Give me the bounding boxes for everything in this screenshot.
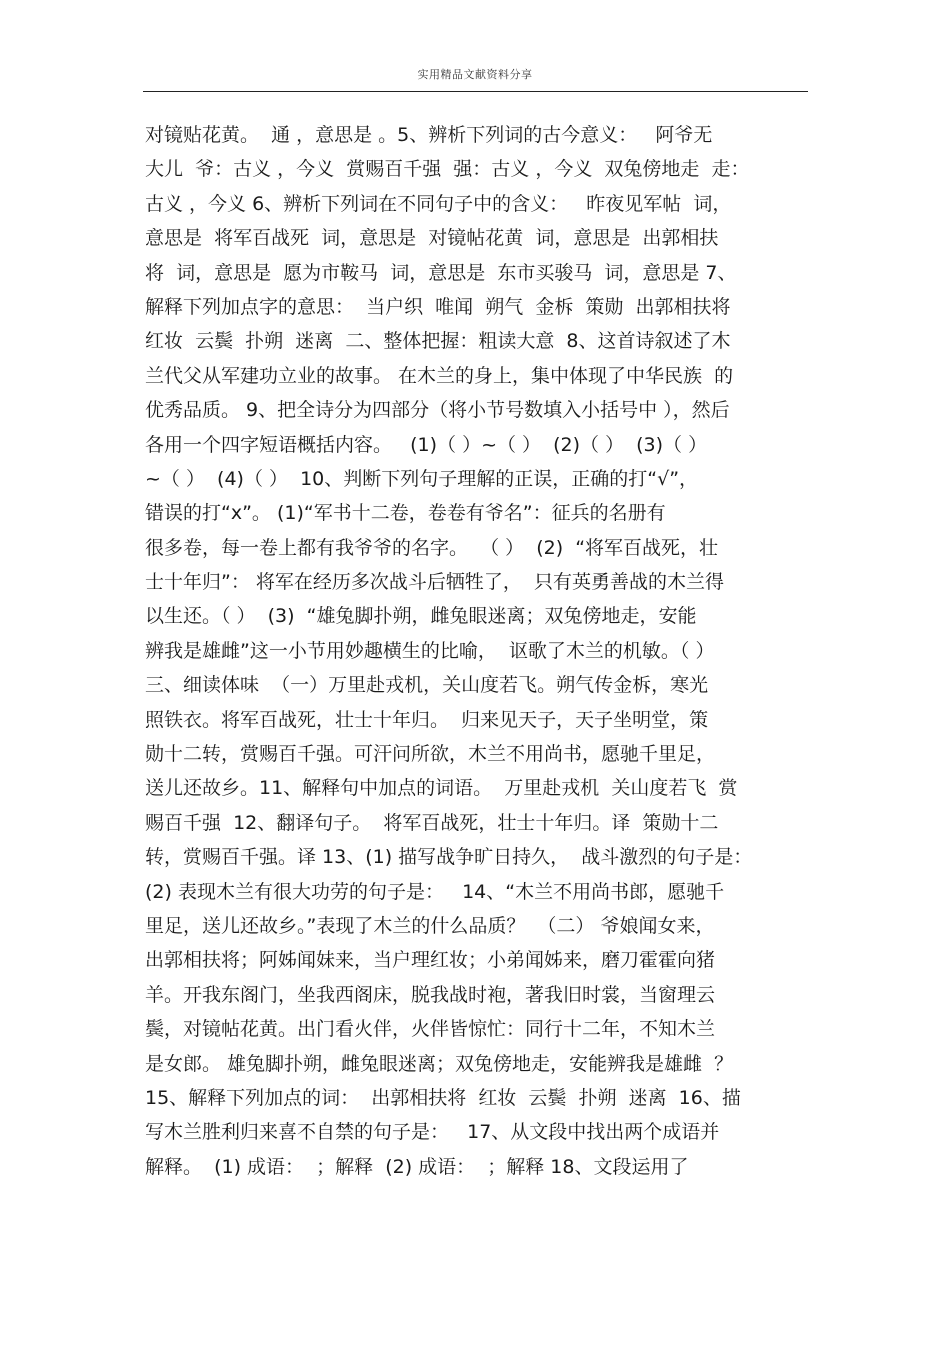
text-line: 赐百千强 12、翻译句子。 将军百战死，壮士十年归。译 策勋十二 — [145, 811, 719, 834]
text-line: 里足，送儿还故乡。”表现了木兰的什么品质？ （二） 爷娘闻女来， — [145, 914, 715, 937]
body-text — [145, 118, 815, 1184]
text-line: (2) 表现木兰有很大功劳的句子是： 14、“木兰不用尚书郎，愿驰千 — [145, 880, 725, 903]
text-line: 红妆 云鬓 扑朔 迷离 二、整体把握：粗读大意 8、这首诗叙述了木 — [145, 330, 731, 353]
text-line: 羊。开我东阁门，坐我西阁床，脱我战时袍，著我旧时裳，当窗理云 — [145, 983, 716, 1006]
page-header: 实用精品文献资料分享 — [417, 68, 533, 81]
text-line: 送儿还故乡。11、解释句中加点的词语。 万里赴戎机 关山度若飞 赏 — [145, 777, 738, 800]
text-line: 出郭相扶将；阿姊闻妹来，当户理红妆；小弟闻姊来，磨刀霍霍向猪 — [145, 949, 716, 972]
text-line: 古义 ，今义 6、辨析下列词在不同句子中的含义： 昨夜见军帖 词， — [145, 192, 732, 215]
text-line: 写木兰胜利归来喜不自禁的句子是： 17、从文段中找出两个成语并 — [145, 1121, 720, 1144]
text-line: 兰代父从军建功立业的故事。 在木兰的身上，集中体现了中华民族 的 — [145, 364, 734, 387]
text-line: 优秀品质。 9、把全诗分为四部分（将小节号数填入小括号中 ），然后 — [145, 399, 730, 422]
text-line: 士十年归”： 将军在经历多次战斗后牺牲了， 只有英勇善战的木兰得 — [145, 571, 724, 594]
text-line: ~（ ） (4)（ ） 10、判断下列句子理解的正误，正确的打“√”， — [145, 467, 699, 490]
text-line: 以生还。（ ） (3) “雄兔脚扑朔，雌兔眼迷离；双兔傍地走，安能 — [145, 605, 697, 628]
text-line: 意思是 将军百战死 词，意思是 对镜帖花黄 词，意思是 出郭相扶 — [145, 227, 719, 250]
text-line: 辨我是雄雌”这一小节用妙趣横生的比喻， 讴歌了木兰的机敏。（ ） — [145, 639, 715, 662]
text-line: 解释。 (1) 成语： ；解释 (2) 成语： ；解释 18、文段运用了 — [145, 1155, 689, 1178]
text-line: 对镜贴花黄。 通 ，意思是 。5、辨析下列词的古今意义： 阿爷无 — [145, 124, 713, 146]
text-line: 大儿 爷：古义 ，今义 赏赐百千强 强：古义 ，今义 双兔傍地走 走： — [145, 158, 750, 181]
text-line: 很多卷，每一卷上都有我爷爷的名字。 （ ） (2) “将军百战死，壮 — [145, 536, 719, 559]
text-line: 将 词，意思是 愿为市鞍马 词，意思是 东市买骏马 词，意思是 7、 — [145, 261, 737, 284]
text-line: 勋十二转，赏赐百千强。可汗问所欲，木兰不用尚书，愿驰千里足， — [145, 743, 716, 766]
text-line: 错误的打“x”。 (1)“军书十二卷，卷卷有爷名”：征兵的名册有 — [145, 502, 666, 525]
text-line: 15、解释下列加点的词： 出郭相扶将 红妆 云鬓 扑朔 迷离 16、描 — [145, 1086, 741, 1109]
text-line: 解释下列加点字的意思： 当户织 唯闻 朔气 金柝 策勋 出郭相扶将 — [145, 295, 731, 318]
text-line: 各用一个四字短语概括内容。 (1)（ ）~（ ） (2)（ ） (3)（ ） — [145, 433, 708, 456]
header-divider — [143, 91, 808, 92]
text-line: 照铁衣。将军百战死，壮士十年归。 归来见天子，天子坐明堂，策 — [145, 708, 709, 731]
text-line: 是女郎。 雄兔脚扑朔，雌兔眼迷离；双兔傍地走，安能辨我是雄雌 ？ — [145, 1052, 734, 1075]
text-line: 三、细读体味 （一）万里赴戎机，关山度若飞。朔气传金柝，寒光 — [145, 674, 709, 697]
text-line: 转，赏赐百千强。译 13、(1) 描写战争旷日持久， 战斗激烈的句子是： — [145, 846, 753, 869]
text-line: 鬓，对镜帖花黄。出门看火伴，火伴皆惊忙：同行十二年，不知木兰 — [145, 1018, 716, 1041]
